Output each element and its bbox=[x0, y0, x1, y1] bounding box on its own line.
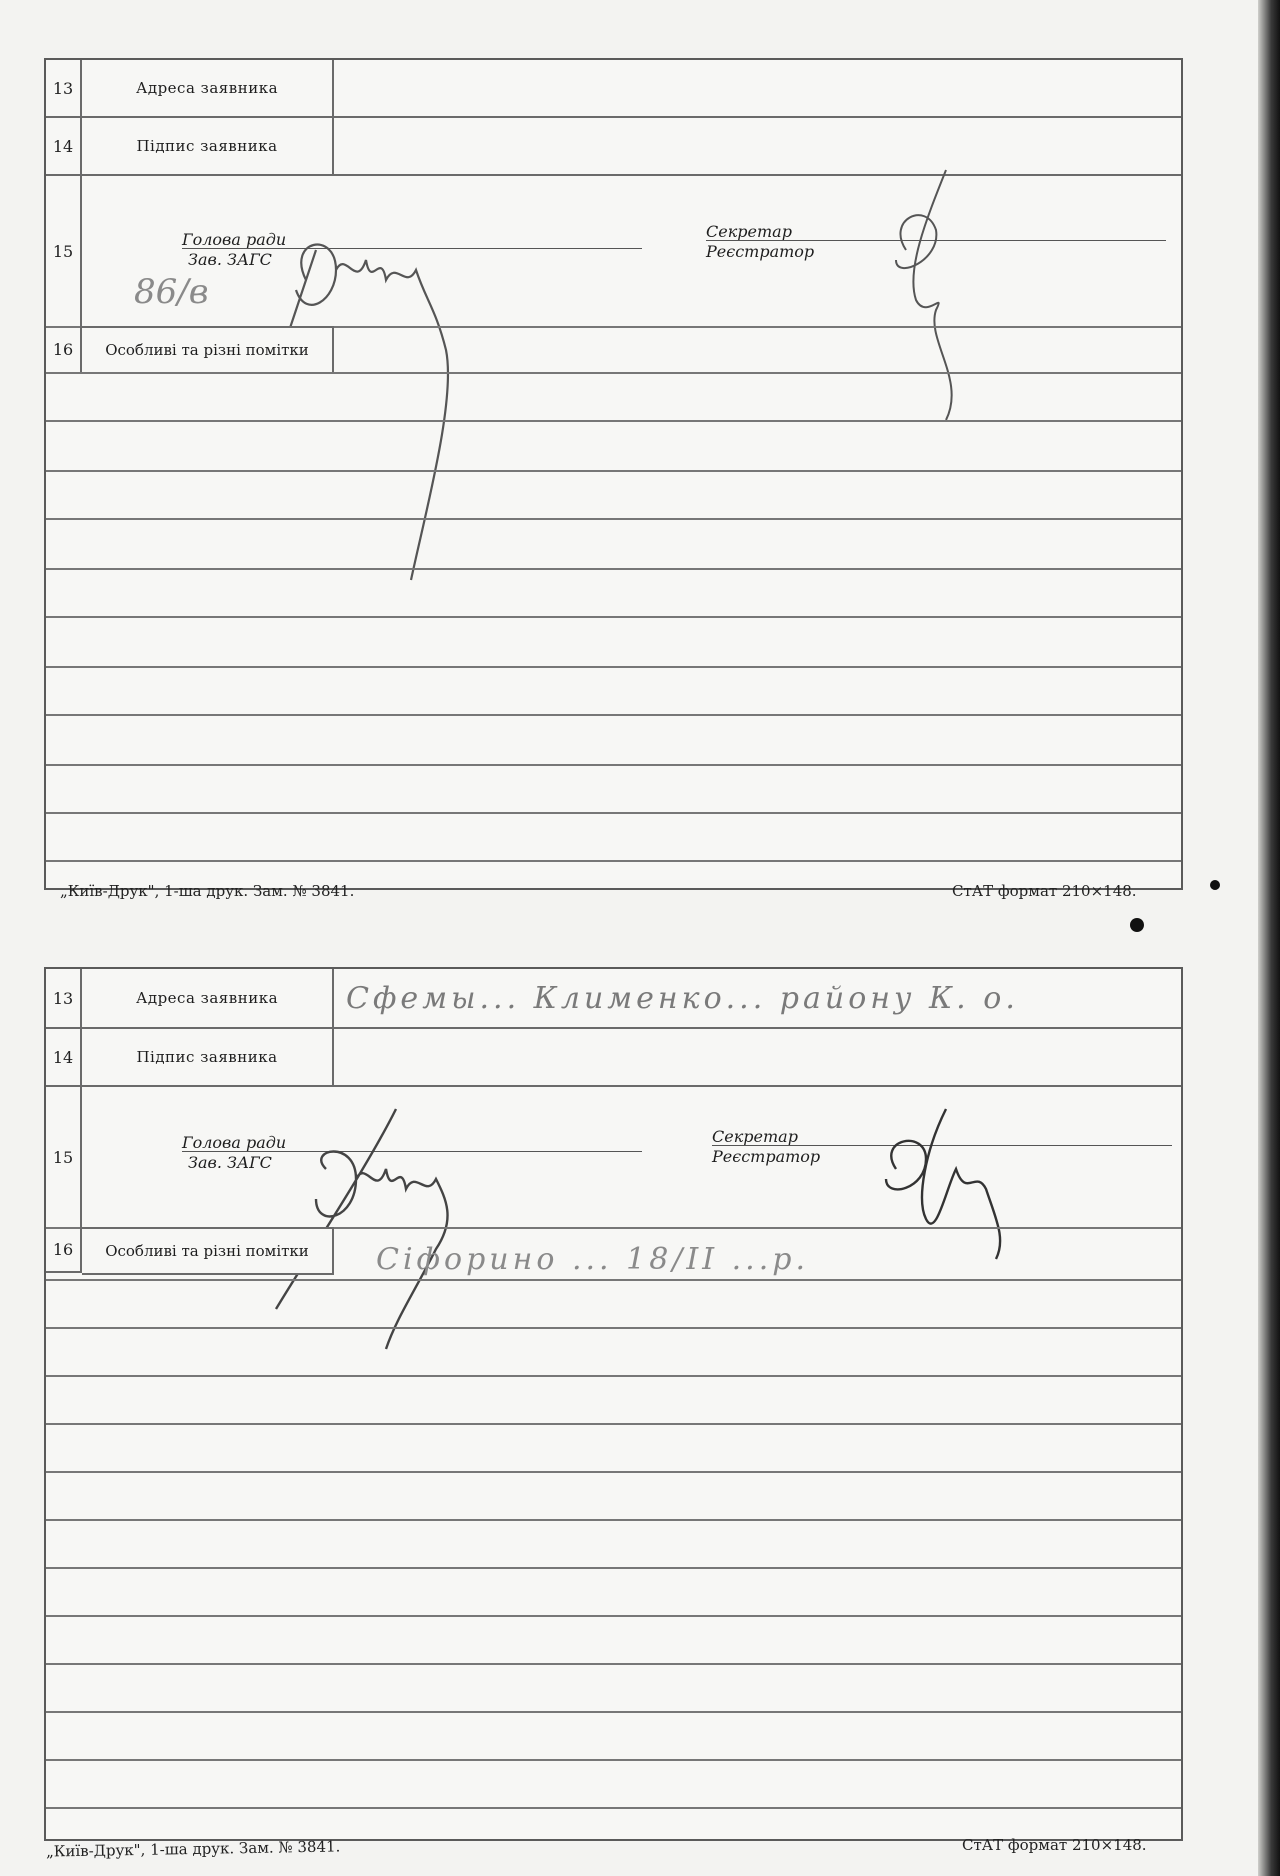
ruled-line bbox=[46, 1279, 1181, 1281]
ruled-line bbox=[46, 1615, 1181, 1617]
applicant-address-value bbox=[346, 60, 1171, 116]
applicant-signature-label: Підпис заявника bbox=[82, 1029, 334, 1085]
signature-icon bbox=[866, 160, 986, 440]
ruled-line bbox=[46, 372, 1181, 374]
secretary-label: Секретар bbox=[712, 1127, 798, 1146]
ruled-line bbox=[46, 470, 1181, 472]
applicant-address-value: Сфемы... Клименко... району К. о. bbox=[346, 980, 1019, 1016]
council-head-label: Голова ради bbox=[182, 230, 287, 249]
printer-imprint: „Київ-Друк", 1-ша друк. Зам. № 3841. bbox=[60, 882, 355, 900]
ruled-line bbox=[46, 1807, 1181, 1809]
row-applicant-signature bbox=[46, 1029, 1181, 1087]
row-number: 15 bbox=[46, 1087, 82, 1227]
ruled-line bbox=[46, 666, 1181, 668]
row-number: 16 bbox=[46, 326, 82, 374]
notes-label: Особливі та різні помітки bbox=[82, 326, 334, 374]
ruled-line bbox=[46, 1519, 1181, 1521]
ruled-line bbox=[46, 860, 1181, 862]
applicant-signature-label: Підпис заявника bbox=[82, 118, 334, 174]
notes-value: Сіфорино ... 18/II ...р. bbox=[376, 1241, 809, 1277]
format-note: СтАТ формат 210×148. bbox=[962, 1836, 1147, 1854]
row-number: 13 bbox=[46, 969, 82, 1027]
notes-label: Особливі та різні помітки bbox=[82, 1227, 334, 1275]
punch-hole-icon bbox=[1130, 918, 1144, 932]
applicant-signature-value bbox=[346, 118, 1171, 174]
ruled-line bbox=[46, 1471, 1181, 1473]
council-head-label: Голова ради bbox=[182, 1133, 287, 1152]
row-official-signatures bbox=[46, 176, 1181, 326]
ruled-line bbox=[46, 1327, 1181, 1329]
signature-icon bbox=[246, 180, 486, 580]
ruled-line bbox=[46, 714, 1181, 716]
row-number: 15 bbox=[46, 176, 82, 326]
ruled-line bbox=[46, 568, 1181, 570]
ruled-line bbox=[46, 1759, 1181, 1761]
handwritten-number: 86/в bbox=[134, 272, 209, 312]
ruled-line bbox=[46, 420, 1181, 422]
registrar-label: Реєстратор bbox=[706, 242, 815, 261]
applicant-signature-value bbox=[346, 1029, 1171, 1085]
ruled-line bbox=[46, 1567, 1181, 1569]
row-number: 14 bbox=[46, 118, 82, 174]
row-number: 14 bbox=[46, 1029, 82, 1085]
ruled-line bbox=[46, 518, 1181, 520]
notes-value bbox=[376, 322, 1161, 378]
ruled-line bbox=[46, 1663, 1181, 1665]
registry-head-label: Зав. ЗАГС bbox=[188, 1153, 272, 1172]
ruled-line bbox=[46, 1711, 1181, 1713]
secretary-label: Секретар bbox=[706, 222, 792, 241]
registrar-label: Реєстратор bbox=[712, 1147, 821, 1166]
format-note: СтАТ формат 210×148. bbox=[952, 882, 1137, 900]
row-number: 13 bbox=[46, 60, 82, 116]
row-applicant-address bbox=[46, 60, 1181, 118]
applicant-address-label: Адреса заявника bbox=[82, 60, 334, 116]
punch-hole-icon bbox=[1210, 880, 1220, 890]
ruled-line bbox=[46, 812, 1181, 814]
registry-form-top bbox=[44, 58, 1183, 890]
ruled-line bbox=[46, 1375, 1181, 1377]
registry-form-bottom bbox=[44, 967, 1183, 1841]
row-applicant-signature bbox=[46, 118, 1181, 176]
ruled-line bbox=[46, 1423, 1181, 1425]
applicant-address-label: Адреса заявника bbox=[82, 969, 334, 1027]
row-applicant-address bbox=[46, 969, 1181, 1029]
page-edge-shadow bbox=[1258, 0, 1280, 1876]
ruled-line bbox=[46, 616, 1181, 618]
registry-head-label: Зав. ЗАГС bbox=[188, 250, 272, 269]
ruled-line bbox=[46, 764, 1181, 766]
row-number: 16 bbox=[46, 1227, 82, 1273]
printer-imprint: „Київ-Друк", 1-ша друк. Зам. № 3841. bbox=[45, 1837, 341, 1861]
